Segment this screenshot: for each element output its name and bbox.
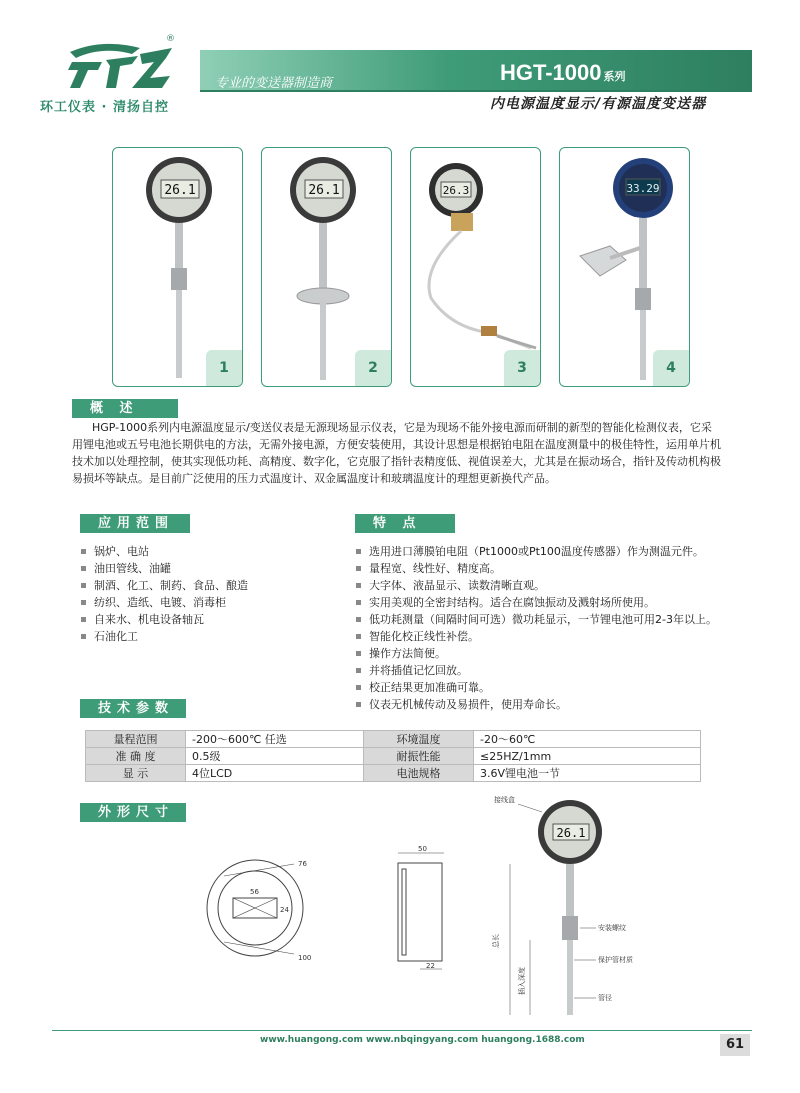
- features-list: [355, 543, 755, 713]
- product-number-1: 1: [206, 350, 242, 386]
- label-tube-material: 保护管材质: [598, 956, 633, 964]
- label-tube-diameter: 管径: [598, 994, 612, 1002]
- features-item: 智能化校正线性补偿。: [355, 628, 755, 645]
- spec-key: 电池规格: [364, 765, 474, 782]
- overview-text: HGP-1000系列内电源温度显示/变送仪表是无源现场显示仪表，它是为现场不能外接电源而研制的新型的智能化检测仪表，它采用锂电池或五号电池长期供电的方法，无需外接电源，方便安装使用，其设计思想是根据铂电阻在温度测量中的极佳特性，运用单片机技术加以处理控制，使其实现低功耗、高精度、数字化，它克服了指针表精度低、视值误差大，尤其是在振动场合，指针及传动机构极易损坏等缺点。是目前广泛使用的压力式温度计、双金属温度计和玻璃温度计的理想更新换代产品。: [72, 421, 721, 485]
- spec-value: -20～60℃: [474, 731, 701, 748]
- lcd-reading-3: 26.3: [442, 184, 470, 197]
- header-subtitle: 内电源温度显示/有源温度变送器: [490, 96, 707, 112]
- spec-value: 0.5级: [186, 748, 364, 765]
- applications-item: 制酒、化工、制药、食品、酿造: [80, 577, 340, 594]
- label-thread: 安装螺纹: [598, 924, 626, 932]
- dim-h: 24: [280, 906, 289, 914]
- spec-key: 准 确 度: [86, 748, 186, 765]
- side-view-drawing: [380, 845, 460, 975]
- features-item: 实用美观的全密封结构。适合在腐蚀振动及溅射场所使用。: [355, 594, 755, 611]
- header-slogan: 专业的变送器制造商: [215, 76, 333, 91]
- specs-title: 技术参数: [80, 699, 186, 718]
- features-item: 低功耗测量（间隔时间可选）微功耗显示，一节锂电池可用2-3年以上。: [355, 611, 755, 628]
- label-junction-box: 接线盒: [494, 796, 515, 804]
- footer-rule: [52, 1030, 752, 1031]
- product-number-3: 3: [504, 350, 540, 386]
- lcd-reading-1: 26.1: [164, 183, 196, 198]
- label-insertion-depth: 插入深度: [518, 967, 526, 995]
- product-card-2: [261, 147, 392, 387]
- applications-item: 油田管线、油罐: [80, 560, 340, 577]
- product-number-2: 2: [355, 350, 391, 386]
- features-item: 校正结果更加准确可靠。: [355, 679, 755, 696]
- spec-value: 4位LCD: [186, 765, 364, 782]
- registered-mark: ®: [166, 34, 175, 44]
- product-number-4: 4: [653, 350, 689, 386]
- spec-key: 量程范围: [86, 731, 186, 748]
- features-item: 操作方法简便。: [355, 645, 755, 662]
- assembly-drawing: [480, 790, 680, 1020]
- dim-depth: 50: [418, 845, 427, 853]
- applications-item: 纺织、造纸、电镀、消毒柜: [80, 594, 340, 611]
- dim-d1: 76: [298, 860, 307, 868]
- dim-thread: 22: [426, 962, 435, 970]
- features-item: 量程宽、线性好、精度高。: [355, 560, 755, 577]
- features-item: 选用进口薄膜铂电阻（Pt1000或Pt100温度传感器）作为测温元件。: [355, 543, 755, 560]
- front-view-drawing: [200, 850, 330, 970]
- spec-value: 3.6V锂电池一节: [474, 765, 701, 782]
- product-card-3: [410, 147, 541, 387]
- table-row: [86, 765, 701, 782]
- spec-key: 环境温度: [364, 731, 474, 748]
- spec-key: 显 示: [86, 765, 186, 782]
- features-item: 大字体、液晶显示、读数清晰直观。: [355, 577, 755, 594]
- table-row: [86, 748, 701, 765]
- features-item: 并将插值记忆回放。: [355, 662, 755, 679]
- lcd-reading-2: 26.1: [308, 183, 340, 198]
- dim-w: 56: [250, 888, 259, 896]
- specs-table: [85, 730, 701, 782]
- applications-item: 锅炉、电站: [80, 543, 340, 560]
- applications-item: 石油化工: [80, 628, 340, 645]
- dim-d2: 100: [298, 954, 312, 962]
- brand-logo: [62, 34, 182, 94]
- page-number: 61: [720, 1034, 750, 1056]
- model-series: 系列: [603, 71, 626, 83]
- product-card-1: [112, 147, 243, 387]
- spec-value: -200～600℃ 任选: [186, 731, 364, 748]
- brand-name: 环工仪表 · 清扬自控: [40, 100, 169, 115]
- spec-key: 耐振性能: [364, 748, 474, 765]
- header-model: [500, 60, 626, 86]
- assembly-lcd: 26.1: [556, 826, 586, 840]
- spec-value: ≤25HZ/1mm: [474, 748, 701, 765]
- footer-links: www.huangong.com www.nbqingyang.com huangong.1688.com: [260, 1035, 585, 1045]
- product-card-4: [559, 147, 690, 387]
- features-item: 仪表无机械传动及易损件，使用寿命长。: [355, 696, 755, 713]
- dimensions-title: 外形尺寸: [80, 803, 186, 822]
- applications-list: [80, 543, 340, 645]
- overview-title: 概 述: [72, 399, 178, 418]
- applications-item: 自来水、机电设备轴瓦: [80, 611, 340, 628]
- label-total-length: 总长: [492, 934, 500, 948]
- applications-title: 应用范围: [80, 514, 190, 533]
- features-title: 特 点: [355, 514, 455, 533]
- table-row: [86, 731, 701, 748]
- lcd-reading-4: 33.29: [626, 182, 660, 195]
- model-code: HGT-1000: [500, 60, 602, 85]
